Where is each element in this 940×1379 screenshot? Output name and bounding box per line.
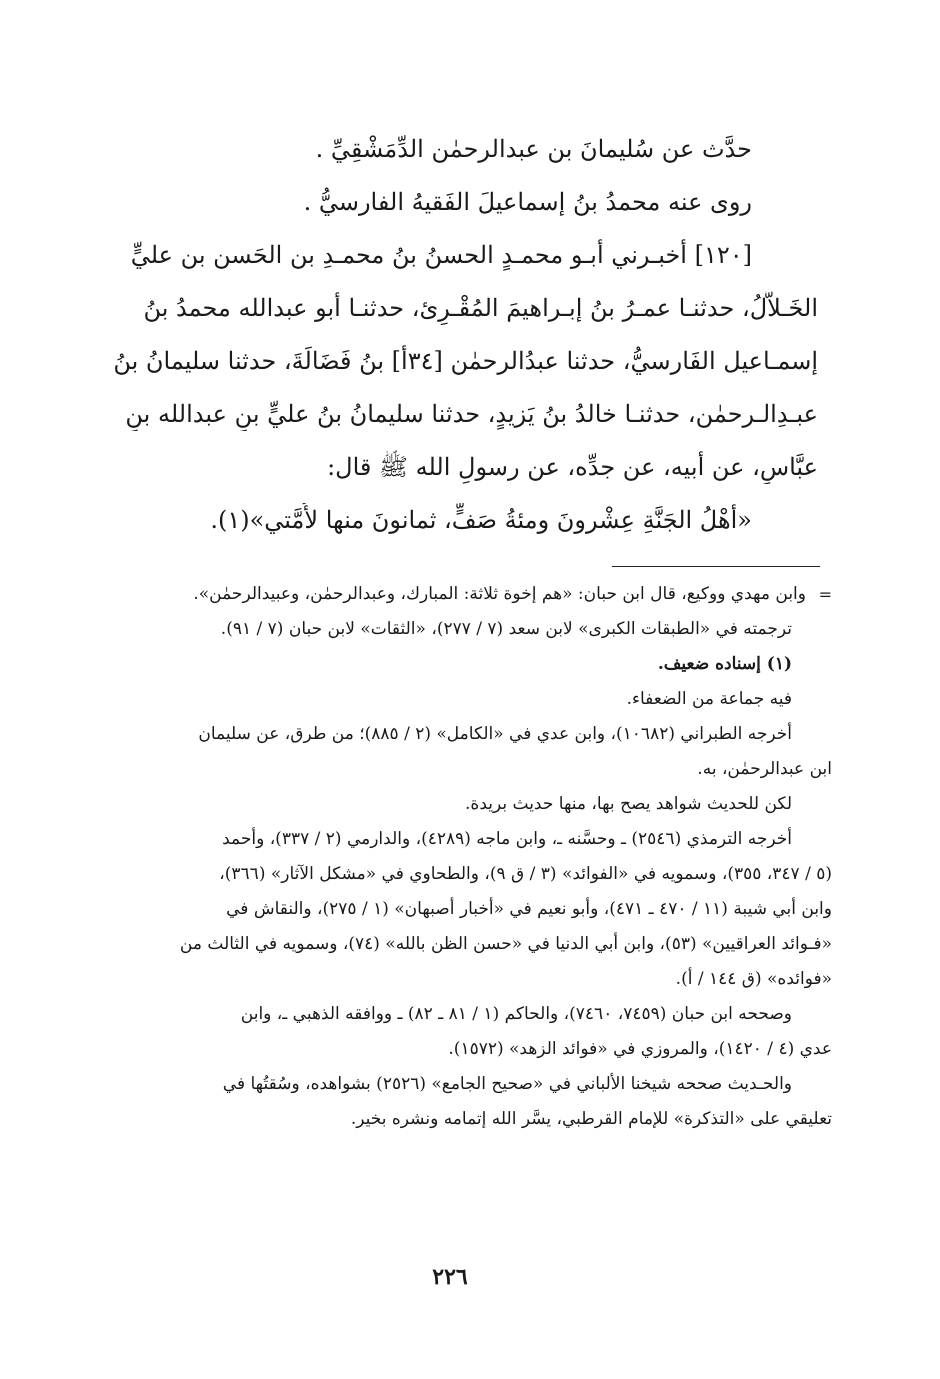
footnote-line: تعليقي على «التذكرة» للإمام القرطبي، يسَّر الله إتمامه ونشره بخير.: [350, 1109, 832, 1129]
main-line: روى عنه محمدُ بنُ إسماعيلَ الفَقيهُ الفارسيُّ .: [303, 188, 752, 216]
continuation-mark: =: [818, 585, 832, 604]
footnote-line: «فـوائد العراقيين» (٥٣)، وابن أبي الدنيا في «حسن الظن بالله» (٧٤)، وسمويه في الثالث من: [179, 934, 832, 954]
footnote-divider: [612, 566, 820, 567]
main-text: [112, 132, 818, 556]
footnote-line: ابن عبدالرحمٰن، به.: [697, 759, 832, 779]
footnote-line: أخرجه الطبراني (١٠٦٨٢)، وابن عدي في «الكامل» (٢ / ٨٨٥)؛ من طرق، عن سليمان: [198, 724, 792, 744]
hadith-text: «أهْلُ الجَنَّةِ عِشْرونَ ومئةُ صَفٍّ، ثمانونَ منها لأُمَّتي»(١).: [210, 506, 752, 534]
footnote-text: وابن مهدي ووكيع، قال ابن حبان: «هم إخوة ثلاثة: المبارك، وعبدالرحمٰن، وعبيدالرحمٰن».: [193, 584, 806, 604]
footnote-line: فيه جماعة من الضعفاء.: [626, 689, 792, 709]
footnote-line: ترجمته في «الطبقات الكبرى» لابن سعد (٧ / ٢٧٧)، «الثقات» لابن حبان (٧ / ٩١).: [220, 619, 792, 639]
page-number: ٢٢٦: [432, 1264, 468, 1290]
footnote-line: (١) إسناده ضعيف.: [657, 654, 792, 674]
footnote-line: عدي (٤ / ١٤٢٠)، والمروزي في «فوائد الزهد» (١٥٧٢).: [448, 1039, 832, 1059]
footnote-line: وابن أبي شيبة (١١ / ٤٧٠ ـ ٤٧١)، وأبو نعيم في «أخبار أصبهان» (١ / ٢٧٥)، والنقاش في: [226, 899, 832, 919]
footnote-line: «فوائده» (ق ١٤٤ / أ).: [675, 969, 832, 989]
main-line: حدَّث عن سُليمانَ بن عبدالرحمٰن الدِّمَشْقِيِّ .: [315, 135, 752, 163]
hadith-number-line: [١٢٠] أخبـرني أبـو محمـدٍ الحسنُ بنُ محمـدِ بن الحَسن بن عليٍّ: [130, 241, 752, 269]
footnotes: [86, 582, 832, 1142]
main-line: الخَـلاَّلُ، حدثنـا عمـرُ بنُ إبـراهيمَ المُقْـرِئ، حدثنـا أبو عبدالله محمدُ بنُ: [143, 294, 818, 322]
footnote-line: (٥ / ٣٤٧، ٣٥٥)، وسمويه في «الفوائد» (٣ / ق ٩)، والطحاوي في «مشكل الآثار» (٣٦٦)،: [219, 864, 832, 884]
footnote-line: لكن للحديث شواهد يصح بها، منها حديث بريدة.: [465, 794, 792, 814]
footnote-line: وصححه ابن حبان (٧٤٥٩، ٧٤٦٠)، والحاكم (١ / ٨١ ـ ٨٢) ـ ووافقه الذهبي ـ، وابن: [240, 1004, 792, 1024]
footnote-line: [86, 582, 832, 607]
footnote-line: أخرجه الترمذي (٢٥٤٦) ـ وحسَّنه ـ، وابن ماجه (٤٢٨٩)، والدارمي (٢ / ٣٣٧)، وأحمد: [222, 829, 792, 849]
main-line: عبَّاسٍ، عن أبيه، عن جدِّه، عن رسولِ الله ﷺ قال:: [327, 453, 818, 481]
footnote-line: والحـديث صححه شيخنا الألباني في «صحيح الجامع» (٢٥٢٦) بشواهده، وسُقتُها في: [222, 1074, 792, 1094]
main-line: عبـدِالـرحمٰن، حدثنـا خالدُ بنُ يَزيدٍ، حدثنا سليمانُ بنُ عليٍّ بنِ عبدالله بنِ: [125, 400, 818, 428]
main-line: إسمـاعيل الفَارسيُّ، حدثنا عبدُالرحمٰن [٣٤أ] بنُ فَضَالَةَ، حدثنا سليمانُ بنُ: [113, 347, 818, 375]
